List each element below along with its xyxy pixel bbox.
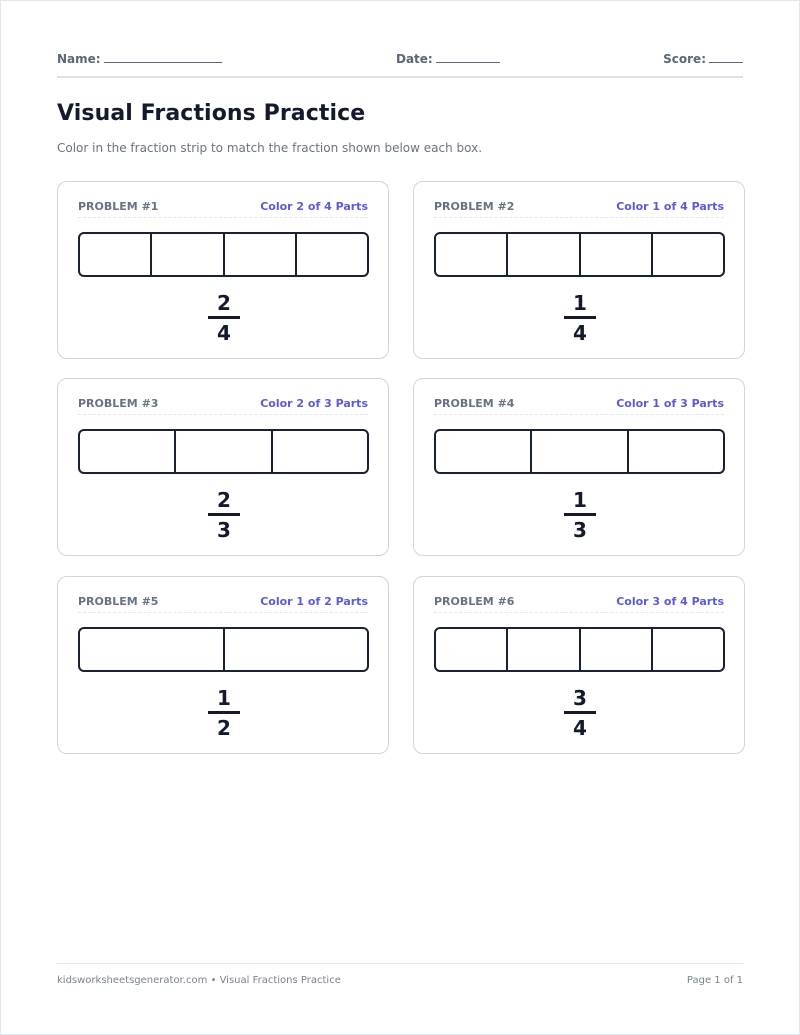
strip-part[interactable] [80,629,225,670]
footer-page-number: Page 1 of 1 [686,975,743,986]
date-label: Date: [396,52,433,66]
fraction-strip [434,627,725,672]
problem-card-header [78,200,368,218]
fraction-numerator: 1 [573,488,587,512]
strip-part[interactable] [508,234,580,275]
problem-instruction: Color 1 of 2 Parts [260,595,368,608]
fraction-bar [564,711,596,714]
strip-part[interactable] [225,234,297,275]
fraction-display [207,489,241,541]
problem-label: PROBLEM #4 [434,397,515,410]
footer-source: kidsworksheetsgenerator.com • Visual Fractions Practice [57,975,341,986]
fraction-display [207,292,241,344]
fraction-strip [434,232,725,277]
problem-card-header [78,595,368,613]
problem-card-4 [413,378,745,556]
problem-card-3 [57,378,389,556]
fraction-denominator: 4 [217,321,231,345]
score-label: Score: [663,52,706,66]
fraction-bar [208,513,240,516]
fraction-display [563,292,597,344]
problem-card-5 [57,576,389,754]
problem-instruction: Color 1 of 3 Parts [616,397,724,410]
problem-card-header [434,397,724,415]
footer-divider [57,963,743,964]
problem-instruction: Color 3 of 4 Parts [616,595,724,608]
fraction-display [563,687,597,739]
strip-part[interactable] [532,431,628,472]
date-blank-line[interactable] [436,50,500,63]
header-fields [57,50,743,70]
fraction-bar [208,711,240,714]
fraction-bar [564,513,596,516]
score-blank-line[interactable] [709,50,743,63]
fraction-bar [564,316,596,319]
name-label: Name: [57,52,101,66]
fraction-numerator: 2 [217,488,231,512]
strip-part[interactable] [176,431,272,472]
fraction-denominator: 2 [217,716,231,740]
fraction-display [207,687,241,739]
fraction-denominator: 3 [217,518,231,542]
strip-part[interactable] [225,629,368,670]
problem-instruction: Color 2 of 3 Parts [260,397,368,410]
fraction-denominator: 3 [573,518,587,542]
fraction-strip [78,627,369,672]
page-subtitle: Color in the fraction strip to match the fraction shown below each box. [57,141,483,155]
problem-label: PROBLEM #5 [78,595,159,608]
strip-part[interactable] [653,629,723,670]
problem-instruction: Color 1 of 4 Parts [616,200,724,213]
problem-card-1 [57,181,389,359]
name-field[interactable] [57,50,222,66]
strip-part[interactable] [80,431,176,472]
strip-part[interactable] [629,431,723,472]
fraction-numerator: 3 [573,686,587,710]
problem-label: PROBLEM #3 [78,397,159,410]
problem-card-header [434,200,724,218]
fraction-bar [208,316,240,319]
problem-label: PROBLEM #1 [78,200,159,213]
problem-card-header [434,595,724,613]
header-divider [57,76,743,78]
name-blank-line[interactable] [104,50,222,63]
fraction-strip [434,429,725,474]
fraction-numerator: 2 [217,291,231,315]
strip-part[interactable] [436,629,508,670]
page-title: Visual Fractions Practice [57,101,366,126]
fraction-strip [78,232,369,277]
strip-part[interactable] [80,234,152,275]
problem-card-header [78,397,368,415]
fraction-numerator: 1 [573,291,587,315]
strip-part[interactable] [581,234,653,275]
problem-instruction: Color 2 of 4 Parts [260,200,368,213]
fraction-display [563,489,597,541]
strip-part[interactable] [436,431,532,472]
problem-card-6 [413,576,745,754]
strip-part[interactable] [508,629,580,670]
problem-card-2 [413,181,745,359]
score-field[interactable] [663,50,743,66]
fraction-strip [78,429,369,474]
problem-label: PROBLEM #2 [434,200,515,213]
date-field[interactable] [396,50,500,66]
strip-part[interactable] [436,234,508,275]
problem-label: PROBLEM #6 [434,595,515,608]
strip-part[interactable] [581,629,653,670]
strip-part[interactable] [152,234,224,275]
fraction-denominator: 4 [573,321,587,345]
strip-part[interactable] [273,431,367,472]
strip-part[interactable] [653,234,723,275]
strip-part[interactable] [297,234,367,275]
fraction-numerator: 1 [217,686,231,710]
fraction-denominator: 4 [573,716,587,740]
